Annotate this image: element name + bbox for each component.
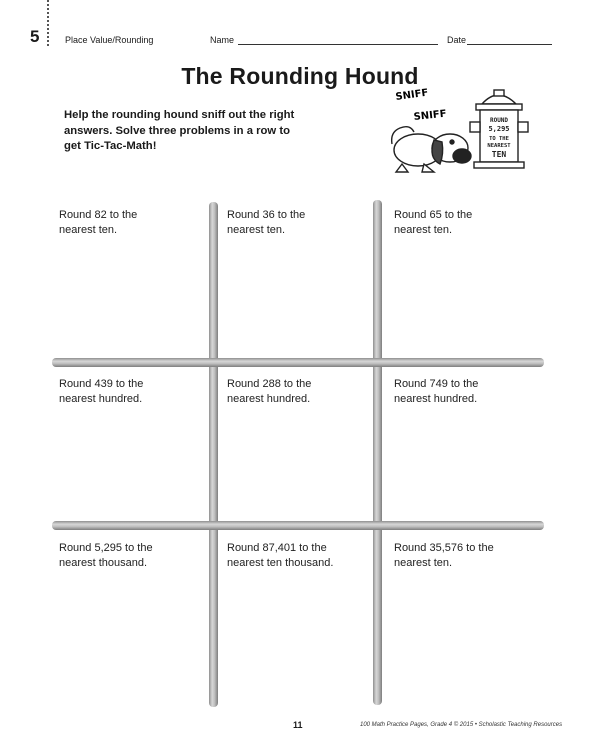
cell-text-line: nearest ten.	[394, 557, 453, 569]
grid-cell[interactable]	[394, 208, 472, 238]
sign-line-5: TEN	[491, 150, 507, 159]
cell-text-line: Round 82 to the	[59, 209, 138, 221]
grid-cell[interactable]	[394, 377, 478, 407]
footer-page-number: 11	[293, 720, 303, 730]
sign-line-4: NEAREST	[487, 143, 511, 149]
hound-hydrant-illustration	[388, 84, 553, 179]
cell-text-line: Round 35,576 to the	[394, 542, 494, 554]
date-label: Date	[447, 35, 467, 45]
grid-cell[interactable]	[227, 377, 311, 407]
grid-cell[interactable]	[59, 541, 153, 571]
grid-cell[interactable]	[59, 208, 137, 238]
cell-text-line: nearest ten.	[59, 224, 118, 236]
name-field-line[interactable]	[238, 44, 438, 45]
grid-cell[interactable]	[394, 541, 494, 571]
cell-text-line: Round 749 to the	[394, 378, 479, 390]
page-title: The Rounding Hound	[181, 63, 419, 89]
cell-text-line: nearest hundred.	[394, 393, 478, 405]
sniff-text-1: SNIFF	[394, 87, 430, 103]
board-line-horizontal-top	[52, 358, 544, 367]
board-line-horizontal-bottom	[52, 521, 544, 530]
cell-text-line: Round 288 to the	[227, 378, 312, 390]
sniff-text-2: SNIFF	[413, 108, 448, 123]
cell-text-line: Round 65 to the	[394, 209, 473, 221]
grid-cell[interactable]	[227, 541, 333, 571]
topic-label: Place Value/Rounding	[65, 35, 154, 45]
board-line-vertical-left	[209, 202, 218, 707]
cell-text-line: Round 36 to the	[227, 209, 306, 221]
cell-text-line: nearest ten.	[394, 224, 453, 236]
cut-line	[47, 0, 49, 46]
cell-text-line: nearest ten thousand.	[227, 557, 334, 569]
grid-cell[interactable]	[59, 377, 143, 407]
cell-text-line: nearest hundred.	[227, 393, 311, 405]
cell-text-line: nearest hundred.	[59, 393, 143, 405]
dog-icon	[392, 127, 471, 172]
sign-line-3: TO THE	[489, 136, 509, 142]
instructions: Help the rounding hound sniff out the right answers. Solve three problems in a row to get Tic-Tac-Math!	[64, 109, 295, 152]
cell-text-line: nearest ten.	[227, 224, 286, 236]
footer-credit: 100 Math Practice Pages, Grade 4 © 2015 • Scholastic Teaching Resources	[360, 722, 563, 728]
board-line-vertical-right	[373, 200, 382, 705]
sign-line-1: ROUND	[489, 117, 509, 124]
page-number: 5	[30, 27, 40, 46]
cell-text-line: nearest thousand.	[59, 557, 148, 569]
grid-cell[interactable]	[227, 208, 305, 238]
date-field-line[interactable]	[467, 44, 552, 45]
sign-line-2: 5,295	[488, 125, 510, 133]
cell-text-line: Round 87,401 to the	[227, 542, 327, 554]
cell-text-line: Round 5,295 to the	[59, 542, 153, 554]
cell-text-line: Round 439 to the	[59, 378, 144, 390]
name-label: Name	[210, 35, 235, 45]
